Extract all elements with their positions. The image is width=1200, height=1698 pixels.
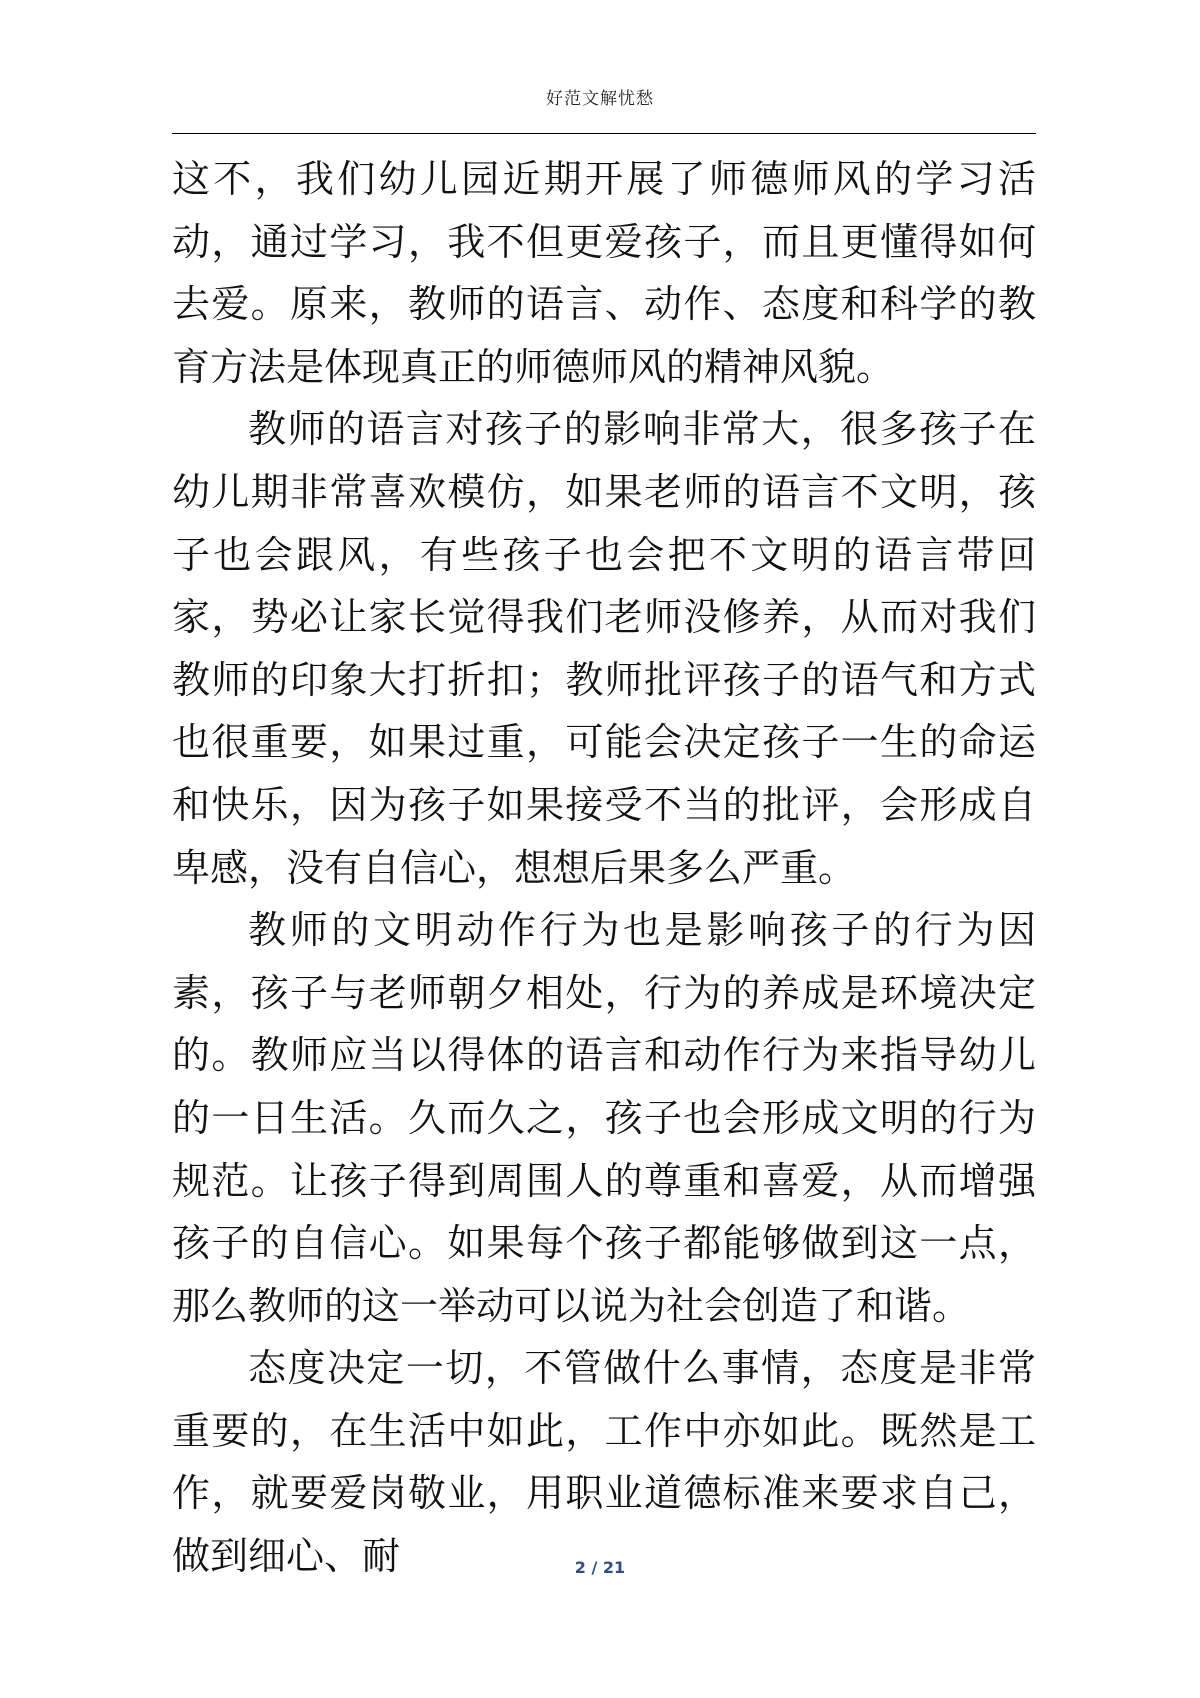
page-number: 2 / 21 bbox=[574, 1558, 626, 1577]
document-body bbox=[172, 148, 1036, 1588]
paragraph-1: 这不，我们幼儿园近期开展了师德师风的学习活动，通过学习，我不但更爱孩子，而且更懂得如何去爱。原来，教师的语言、动作、态度和科学的教育方法是体现真正的师德师风的精神风貌。 bbox=[172, 157, 1036, 389]
paragraph-4: 态度决定一切，不管做什么事情，态度是非常重要的，在生活中如此，工作中亦如此。既然是工作，就要爱岗敬业，用职业道德标准来要求自己，做到细心、耐 bbox=[172, 1346, 1036, 1579]
paragraph-3: 教师的文明动作行为也是影响孩子的行为因素，孩子与老师朝夕相处，行为的养成是环境决定的。教师应当以得体的语言和动作行为来指导幼儿的一日生活。久而久之，孩子也会形成文明的行为规范。让孩子得到周围人的尊重和喜爱，从而增强孩子的自信心。如果每个孩子都能够做到这一点，那么教师的这一举动可以说为社会创造了和谐。 bbox=[172, 908, 1036, 1328]
header-divider bbox=[172, 133, 1036, 134]
paragraph-2: 教师的语言对孩子的影响非常大，很多孩子在幼儿期非常喜欢模仿，如果老师的语言不文明，孩子也会跟风，有些孩子也会把不文明的语言带回家，势必让家长觉得我们老师没修养，从而对我们教师的印象大打折扣；教师批评孩子的语气和方式也很重要，如果过重，可能会决定孩子一生的命运和快乐，因为孩子如果接受不当的批评，会形成自卑感，没有自信心，想想后果多么严重。 bbox=[172, 407, 1036, 890]
page-header: 好范文解忧愁 bbox=[546, 89, 654, 109]
